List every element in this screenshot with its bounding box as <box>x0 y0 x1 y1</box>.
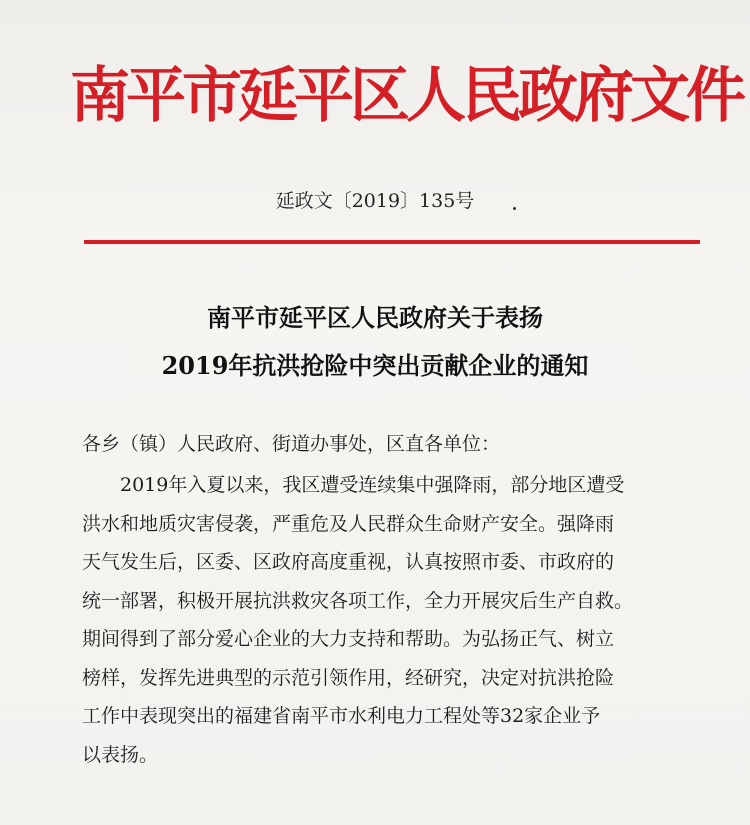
issuer-header-title: 南平市延平区人民政府文件 <box>70 61 742 131</box>
paragraph-line: 天气发生后，区委、区政府高度重视，认真按照市委、市政府的 <box>82 551 615 573</box>
paragraph-line: 榜样，发挥先进典型的示范引领作用，经研究，决定对抗洪抢险 <box>82 666 615 689</box>
notice-title-line-1: 南平市延平区人民政府关于表扬 <box>207 303 543 332</box>
notice-body <box>82 422 710 774</box>
ink-dot <box>513 207 516 210</box>
header-red-rule <box>84 240 700 244</box>
paragraph-line: 期间得到了部分爱心企业的大力支持和帮助。为弘扬正气、树立 <box>82 628 615 650</box>
paragraph-line: 洪水和地质灾害侵袭，严重危及人民群众生命财产安全。强降雨 <box>82 512 615 535</box>
paragraph-line: 2019年入夏以来，我区遭受连续集中强降雨，部分地区遭受 <box>120 474 625 496</box>
paragraph-line: 以表扬。 <box>82 743 159 766</box>
salutation: 各乡（镇）人民政府、街道办事处，区直各单位： <box>82 433 501 455</box>
notice-title-line-2: 2019年抗洪抢险中突出贡献企业的通知 <box>161 351 589 380</box>
document-number: 延政文〔2019〕135号 <box>275 190 475 212</box>
paragraph-line: 工作中表现突出的福建省南平市水利电力工程处等32家企业予 <box>82 705 601 727</box>
paragraph-line: 统一部署，积极开展抗洪救灾各项工作，全力开展灾后生产自救。 <box>82 589 634 612</box>
